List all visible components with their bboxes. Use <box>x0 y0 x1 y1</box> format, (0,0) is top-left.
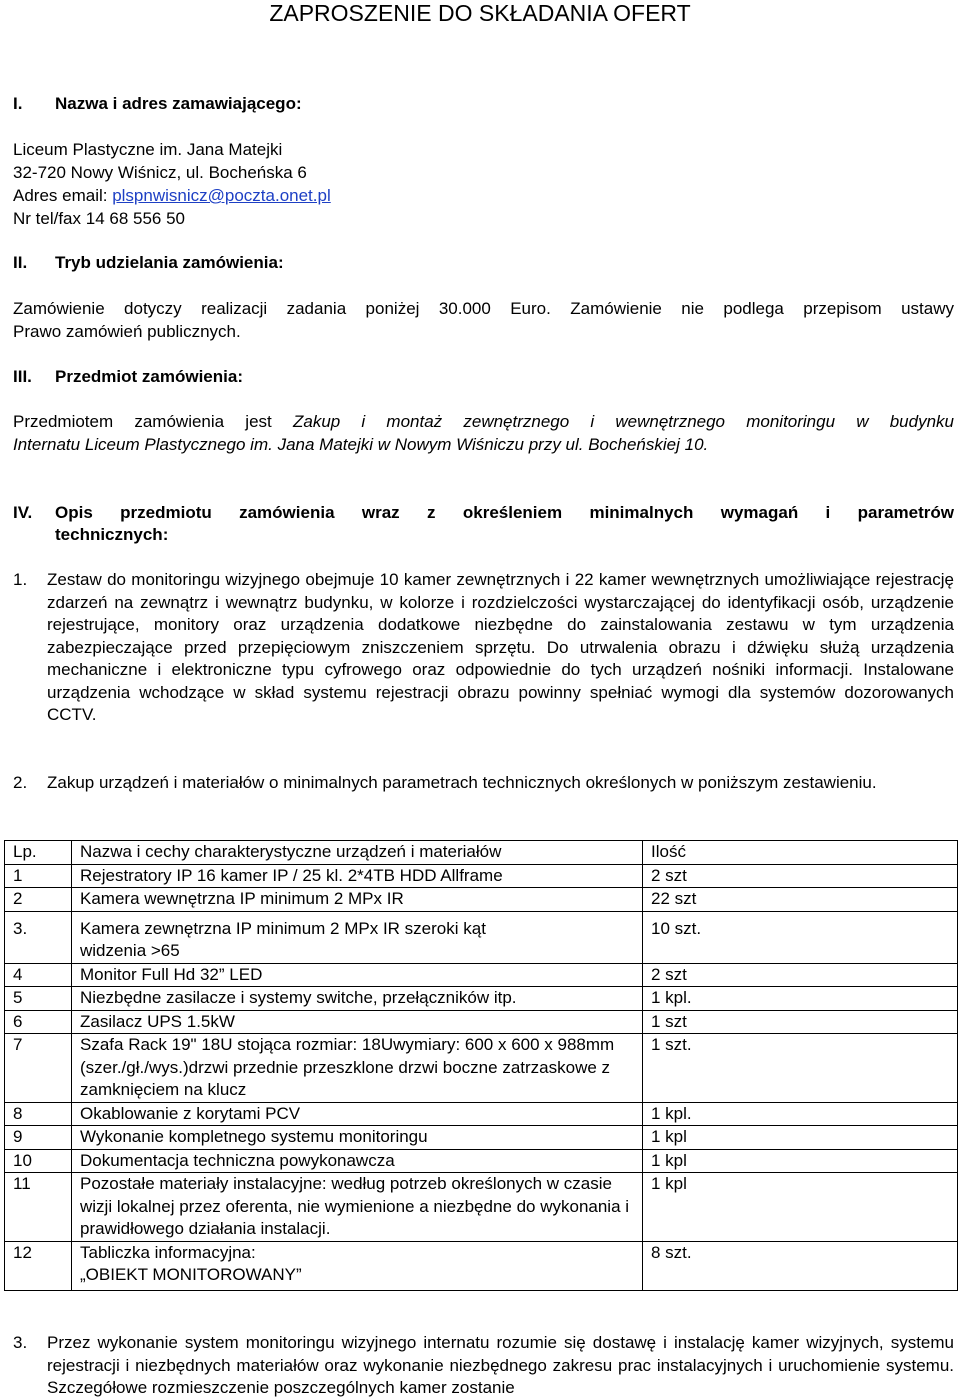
item-2: 2. Zakup urządzeń i materiałów o minimalnych parametrach technicznych określonych w poniższym zestawieniu. <box>13 772 954 795</box>
table-cell-lp: 9 <box>5 1126 72 1150</box>
table-row <box>5 888 958 912</box>
table-header-name: Nazwa i cechy charakterystyczne urządzeń i materiałów <box>72 841 643 865</box>
table-cell-qty: 1 kpl <box>643 1173 958 1242</box>
section-1-heading: I. Nazwa i adres zamawiającego: <box>13 94 302 113</box>
table-cell-qty: 1 kpl <box>643 1126 958 1150</box>
table-cell-qty: 1 kpl <box>643 1149 958 1173</box>
table-cell-qty: 22 szt <box>643 888 958 912</box>
table-cell-name: Kamera wewnętrzna IP minimum 2 MPx IR <box>72 888 643 912</box>
item-2-text: Zakup urządzeń i materiałów o minimalnych parametrach technicznych określonych w poniższym zestawieniu. <box>47 773 877 792</box>
table-cell-lp: 7 <box>5 1034 72 1103</box>
table-cell-lp: 11 <box>5 1173 72 1242</box>
school-address: 32-720 Nowy Wiśnicz, ul. Bocheńska 6 <box>13 163 307 182</box>
table-cell-lp: 1 <box>5 864 72 888</box>
table-row <box>5 1034 958 1103</box>
table-cell-qty: 2 szt <box>643 963 958 987</box>
table-cell-name: Dokumentacja techniczna powykonawcza <box>72 1149 643 1173</box>
table-cell-qty: 1 szt <box>643 1010 958 1034</box>
section-3-text-line1: Przedmiotem zamówienia jest Zakup i montaż zewnętrznego i wewnętrznego monitoringu w budynku <box>13 412 955 431</box>
table-row <box>5 1149 958 1173</box>
section-number: I. <box>13 94 23 113</box>
section-3-text-line2: Internatu Liceum Plastycznego im. Jana Matejki w Nowym Wiśniczu przy ul. Bocheńskiej 10. <box>13 435 709 454</box>
school-name: Liceum Plastyczne im. Jana Matejki <box>13 140 283 159</box>
table-header-row <box>5 841 958 865</box>
page-title: ZAPROSZENIE DO SKŁADANIA OFERT <box>269 0 691 26</box>
table-cell-name: Kamera zewnętrzna IP minimum 2 MPx IR szeroki kąt widzenia >65 <box>72 911 643 963</box>
table-cell-lp: 10 <box>5 1149 72 1173</box>
table-cell-name: Zasilacz UPS 1.5kW <box>72 1010 643 1034</box>
section-3-heading: III. Przedmiot zamówienia: <box>13 367 243 386</box>
table-row <box>5 864 958 888</box>
email-link[interactable]: plspnwisnicz@poczta.onet.pl <box>112 186 331 205</box>
table-header-lp: Lp. <box>5 841 72 865</box>
table-cell-lp: 2 <box>5 888 72 912</box>
table-row <box>5 963 958 987</box>
section-4-heading: IV. Opis przedmiotu zamówienia wraz z określeniem minimalnych wymagań i parametrów technicznych: <box>13 503 954 544</box>
table-cell-name: Wykonanie kompletnego systemu monitoringu <box>72 1126 643 1150</box>
phone-line: Nr tel/fax 14 68 556 50 <box>13 209 186 228</box>
table-cell-qty: 2 szt <box>643 864 958 888</box>
item-3-text: Przez wykonanie system monitoringu wizyjnego internatu rozumie się dostawę i instalację kamer wizyjnych, systemu rejestracji i niezbędnych materiałów oraz wykonanie niezbędnego zakresu prac instalacyjnych i uruchomienie systemu. Szczegółowe rozmieszczenie poszczególnych kamer zostanie <box>47 1333 954 1397</box>
table-row <box>5 1126 958 1150</box>
table-cell-qty: 10 szt. <box>643 911 958 963</box>
table-cell-qty: 1 szt. <box>643 1034 958 1103</box>
table-cell-lp: 5 <box>5 987 72 1011</box>
section-2-text-line1: Zamówienie dotyczy realizacji zadania poniżej 30.000 Euro. Zamówienie nie podlega przepisom ustawy <box>13 299 954 318</box>
item-3: 3. Przez wykonanie system monitoringu wizyjnego internatu rozumie się dostawę i instalację kamer wizyjnych, systemu rejestracji i niezbędnych materiałów oraz wykonanie niezbędnego zakresu prac instalacyjnych i uruchomienie systemu. Szczegółowe rozmieszczenie poszczególnych kamer zostanie <box>13 1332 954 1400</box>
item-1-text: Zestaw do monitoringu wizyjnego obejmuje 10 kamer zewnętrznych i 22 kamer wewnętrznych umożliwiające rejestrację zdarzeń na zewnątrz i wewnątrz budynku, w kolorze i rozdzielczości wystarczającej do identyfikacji osób, urządzenie rejestrujące, monitory oraz urządzenia dodatkowe niezbędne do zainstalowania zestawu w tym urządzenia zabezpieczające przed przepięciowym zniszczeniem sprzętu. Do utrwalenia obrazu i dźwięku służą urządzenia mechaniczne i elektroniczne typu cyfrowego oraz odpowiednie do tych urządzeń nośniki informacji. Instalowane urządzenia wchodzące w skład systemu rejestracji obrazu powinny spełniać wymogi dla systemów dozorowanych CCTV. <box>47 570 954 724</box>
table-cell-lp: 8 <box>5 1102 72 1126</box>
item-1: 1. Zestaw do monitoringu wizyjnego obejmuje 10 kamer zewnętrznych i 22 kamer wewnętrznych umożliwiające rejestrację zdarzeń na zewnątrz i wewnątrz budynku, w kolorze i rozdzielczości wystarczającej do identyfikacji osób, urządzenie rejestrujące, monitory oraz urządzenia dodatkowe niezbędne do zainstalowania zestawu w tym urządzenia zabezpieczające przed przepięciowym zniszczeniem sprzętu. Do utrwalenia obrazu i dźwięku służą urządzenia mechaniczne i elektroniczne typu cyfrowego oraz odpowiednie do tych urządzeń nośniki informacji. Instalowane urządzenia wchodzące w skład systemu rejestracji obrazu powinny spełniać wymogi dla systemów dozorowanych CCTV. <box>13 569 954 727</box>
table-cell-lp: 12 <box>5 1241 72 1290</box>
table-cell-lp: 3. <box>5 911 72 963</box>
table-cell-lp: 4 <box>5 963 72 987</box>
table-cell-name: Niezbędne zasilacze i systemy switche, przełączników itp. <box>72 987 643 1011</box>
table-cell-name: Okablowanie z korytami PCV <box>72 1102 643 1126</box>
table-cell-qty: 1 kpl. <box>643 1102 958 1126</box>
table-cell-name: Szafa Rack 19" 18U stojąca rozmiar: 18Uwymiary: 600 x 600 x 988mm (szer./gł./wys.)drzwi przednie przeszklone drzwi boczne zatrzaskowe z zamknięciem na klucz <box>72 1034 643 1103</box>
table-cell-qty: 8 szt. <box>643 1241 958 1290</box>
table-cell-lp: 6 <box>5 1010 72 1034</box>
table-row <box>5 1241 958 1290</box>
table-row <box>5 987 958 1011</box>
equipment-table <box>4 840 958 1291</box>
table-row <box>5 1173 958 1242</box>
table-row <box>5 911 958 963</box>
table-cell-qty: 1 kpl. <box>643 987 958 1011</box>
email-line: Adres email: plspnwisnicz@poczta.onet.pl <box>13 186 331 205</box>
table-cell-name: Monitor Full Hd 32” LED <box>72 963 643 987</box>
section-2-heading: II. Tryb udzielania zamówienia: <box>13 253 284 272</box>
table-row <box>5 1010 958 1034</box>
table-cell-name: Rejestratory IP 16 kamer IP / 25 kl. 2*4TB HDD Allframe <box>72 864 643 888</box>
table-cell-name: Pozostałe materiały instalacyjne: według potrzeb określonych w czasie wizji lokalnej przez oferenta, nie wymienione a niezbędne do wykonania i prawidłowego działania instalacji. <box>72 1173 643 1242</box>
table-row <box>5 1102 958 1126</box>
section-2-text-line2: Prawo zamówień publicznych. <box>13 322 241 341</box>
table-header-qty: Ilość <box>643 841 958 865</box>
table-cell-name: Tabliczka informacyjna: „OBIEKT MONITOROWANY” <box>72 1241 643 1290</box>
